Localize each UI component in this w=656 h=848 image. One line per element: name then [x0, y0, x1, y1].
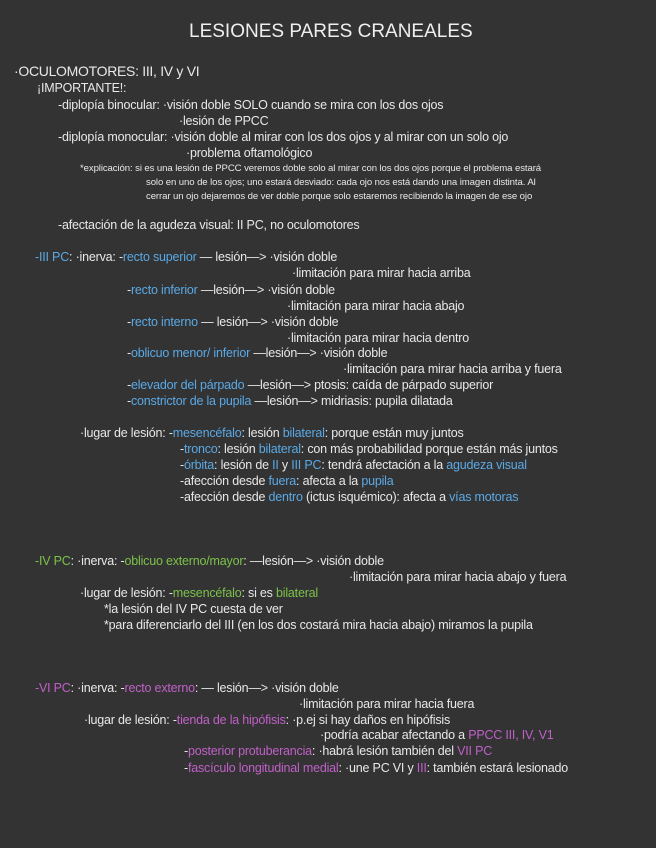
iii-pc-row-1	[35, 249, 337, 265]
vi-l2-dash: -	[184, 744, 188, 758]
explicacion-line-3: cerrar un ojo dejaremos de ver doble porque solo estaremos recibiendo la imagen de ese ojo	[146, 191, 533, 202]
vi-lugar-label: ·lugar de lesión:	[84, 713, 173, 727]
iii-l5-dentro: dentro	[268, 490, 303, 504]
vi-l3-d: : también estará lesionado	[426, 761, 569, 775]
iii-recto-superior: recto superior	[122, 250, 197, 264]
iii-oblicuo-menor: oblicuo menor/ inferior	[130, 346, 251, 360]
iii-l1-bilateral: bilateral	[282, 426, 325, 440]
vi-l2-protuberancia: posterior protuberancia	[187, 744, 312, 758]
importante-label: ¡IMPORTANTE!:	[37, 81, 127, 95]
section-oculomotores-header: ·OCULOMOTORES: III, IV y VI	[14, 63, 200, 79]
iii-l1-d: : porque están muy juntos	[324, 426, 464, 440]
iii-l2-d: : con más probabilidad porque están más juntos	[300, 442, 558, 456]
iii-r3-rest: — lesión—> ·visión doble	[197, 315, 339, 329]
iv-lugar-row	[80, 585, 318, 601]
iii-recto-inferior: recto inferior	[130, 283, 198, 297]
vi-lugar-row-2	[184, 743, 492, 759]
iii-pc-row-2	[127, 282, 335, 298]
iv-inerva: : ·inerva:	[70, 554, 121, 568]
vi-pc-label: -VI PC	[35, 681, 71, 695]
vi-lugar-row-3	[184, 760, 568, 776]
iii-pc-label: -III PC	[35, 250, 70, 264]
iv-l1-mesencefalo: mesencéfalo	[172, 586, 242, 600]
iii-r3-dash: -	[127, 315, 131, 329]
iii-pc-row-4	[127, 345, 387, 361]
iii-l2-tronco: tronco	[183, 442, 218, 456]
vi-l1-b: : ·p.ej si hay daños en hipófisis	[285, 713, 451, 727]
iii-l5-c: (ictus isquémico): afecta a	[302, 490, 450, 504]
iii-l3-dash: -	[180, 458, 184, 472]
iii-lugar-row-1	[80, 425, 464, 441]
iii-l4-fuera: fuera	[268, 474, 297, 488]
iii-l3-d: y	[278, 458, 292, 472]
vi-l1c-ppcc: PPCC III, IV, V1	[468, 728, 554, 742]
page-title: LESIONES PARES CRANEALES	[189, 21, 473, 42]
iii-l3-f: : tendrá afectación a la	[321, 458, 447, 472]
iv-pc-row-1	[35, 553, 384, 569]
iii-lugar-row-4	[180, 473, 394, 489]
iii-r4-limitacion: ·limitación para mirar hacia arriba y fuera	[343, 362, 562, 376]
iv-dash: -	[120, 554, 125, 568]
iii-l3-ii: II	[272, 458, 279, 472]
iii-r5-rest: —lesión—> ptosis: caída de párpado superior	[244, 378, 494, 392]
iv-l1-b: : si es	[241, 586, 277, 600]
vi-rest: : — lesión—> ·visión doble	[194, 681, 339, 695]
iii-l2-b: : lesión	[217, 442, 259, 456]
vi-l2-b: : ·habrá lesión también del	[311, 744, 458, 758]
iii-l4-c: : afecta a la	[296, 474, 362, 488]
vi-l2-vii-pc: VII PC	[457, 744, 493, 758]
iii-r1-rest: — lesión—> ·visión doble	[196, 250, 338, 264]
vi-l3-dash: -	[184, 761, 188, 775]
iii-pc-row-3	[127, 314, 338, 330]
explicacion-line-2: solo en uno de los ojos; uno estará desviado: cada ojo nos está dando una imagen distinta. Al	[146, 177, 536, 188]
vi-lugar-row-1b	[320, 727, 553, 743]
iii-r5-dash: -	[127, 378, 131, 392]
iv-rest: : —lesión—> ·visión doble	[243, 554, 384, 568]
diplopia-monocular: -diplopía monocular: ·visión doble al mirar con los dos ojos y al mirar con un solo ojo	[58, 130, 509, 144]
iii-r1-dash: -	[118, 250, 123, 264]
iii-r1-limitacion: ·limitación para mirar hacia arriba	[292, 266, 471, 280]
iii-l1-b: : lesión	[241, 426, 283, 440]
iv-oblicuo-externo: oblicuo externo/mayor	[124, 554, 244, 568]
iii-inerva: : ·inerva:	[69, 250, 119, 264]
iii-l3-iii-pc: III PC	[291, 458, 322, 472]
diplopia-binocular: -diplopía binocular: ·visión doble SOLO cuando se mira con los dos ojos	[58, 98, 444, 112]
iii-lugar-label: ·lugar de lesión:	[80, 426, 169, 440]
vi-pc-row-1	[35, 680, 339, 696]
iii-r6-rest: —lesión—> midriasis: pupila dilatada	[251, 394, 453, 408]
iii-l1-dash: -	[168, 426, 173, 440]
iv-note-2: *para diferenciarlo del III (en los dos costará mira hacia abajo) miramos la pupila	[104, 618, 533, 632]
iii-l2-dash: -	[180, 442, 184, 456]
iii-pc-row-5	[127, 377, 493, 393]
diplopia-binocular-cause: ·lesión de PPCC	[179, 114, 269, 128]
iii-pc-row-6	[127, 393, 453, 409]
iii-r2-dash: -	[127, 283, 131, 297]
iv-l1-dash: -	[168, 586, 173, 600]
vi-l3-b: : ·une PC VI y	[338, 761, 417, 775]
vi-l3-fasciculo: fascículo longitudinal medial	[187, 761, 339, 775]
vi-limitacion: ·limitación para mirar hacia fuera	[299, 697, 475, 711]
iii-lugar-row-2	[180, 441, 558, 457]
vi-l1c-a: ·podría acabar afectando a	[320, 728, 469, 742]
explicacion-line-1: *explicación: si es una lesión de PPCC veremos doble solo al mirar con los dos ojos porque el problema estará	[80, 163, 542, 174]
vi-l1-hipofisis: tienda de la hipófisis	[176, 713, 286, 727]
iii-l3-b: : lesión de	[214, 458, 273, 472]
vi-l1-dash: -	[172, 713, 177, 727]
iii-l4-a: -afección desde	[180, 474, 269, 488]
iii-l5-a: -afección desde	[180, 490, 269, 504]
iii-l3-agudeza: agudeza visual	[446, 458, 527, 472]
iii-recto-interno: recto interno	[130, 315, 198, 329]
iv-note-1: *la lesión del IV PC cuesta de ver	[104, 602, 283, 616]
iv-limitacion: ·limitación para mirar hacia abajo y fuera	[349, 570, 567, 584]
iv-lugar-label: ·lugar de lesión:	[80, 586, 169, 600]
iii-l3-orbita: órbita	[183, 458, 215, 472]
iii-r4-rest: —lesión—> ·visión doble	[250, 346, 388, 360]
vi-inerva: : ·inerva:	[70, 681, 121, 695]
vi-l3-iii: III	[416, 761, 427, 775]
iii-constrictor-pupila: constrictor de la pupila	[130, 394, 252, 408]
iii-r4-dash: -	[127, 346, 131, 360]
iii-lugar-row-3	[180, 457, 527, 473]
iii-lugar-row-5	[180, 489, 518, 505]
iii-r6-dash: -	[127, 394, 131, 408]
iv-l1-bilateral: bilateral	[276, 586, 318, 600]
diplopia-monocular-cause: ·problema oftamológico	[186, 146, 313, 160]
iii-r2-rest: —lesión—> ·visión doble	[197, 283, 335, 297]
iii-l4-pupila: pupila	[361, 474, 394, 488]
iii-l2-bilateral: bilateral	[258, 442, 301, 456]
iii-l1-mesencefalo: mesencéfalo	[172, 426, 242, 440]
iii-r2-limitacion: ·limitación para mirar hacia abajo	[287, 299, 465, 313]
vi-dash: -	[120, 681, 125, 695]
iii-l5-vias-motoras: vías motoras	[449, 490, 519, 504]
iv-pc-label: -IV PC	[35, 554, 71, 568]
iii-elevador-parpado: elevador del párpado	[130, 378, 245, 392]
vi-recto-externo: recto externo	[124, 681, 195, 695]
iii-r3-limitacion: ·limitación para mirar hacia dentro	[287, 331, 469, 345]
agudeza-visual-note: -afectación de la agudeza visual: II PC, no oculomotores	[58, 218, 360, 232]
vi-lugar-row-1	[84, 712, 450, 728]
